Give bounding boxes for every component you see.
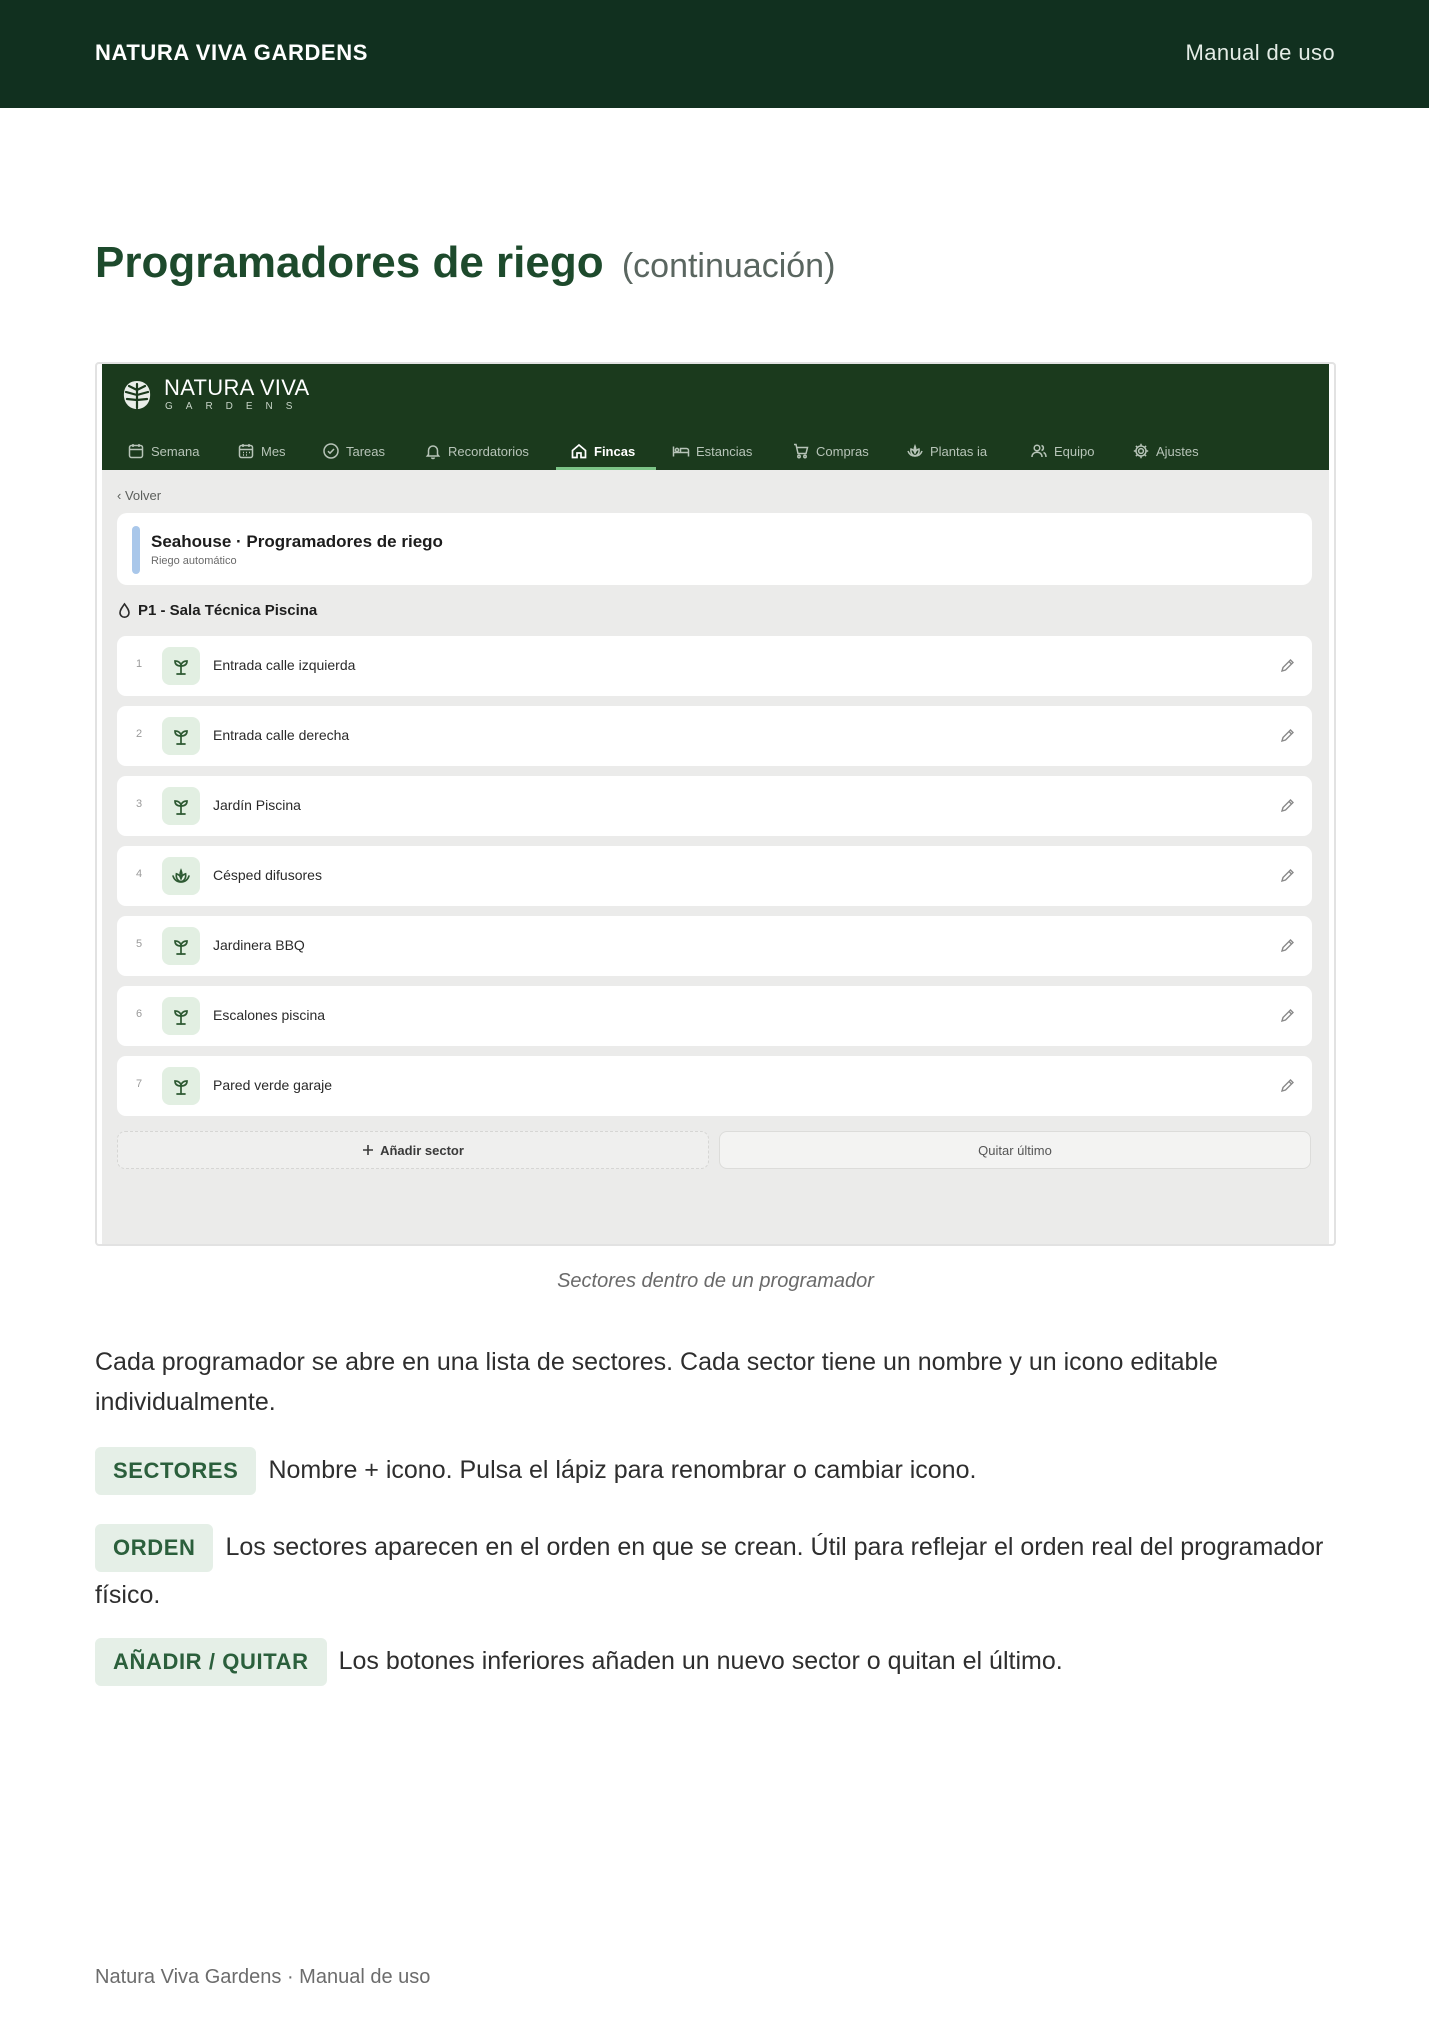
sector-row[interactable] <box>117 916 1312 976</box>
sector-name: Entrada calle derecha <box>213 727 350 743</box>
active-tab-indicator <box>556 467 656 470</box>
figure-caption: Sectores dentro de un programador <box>557 1270 874 1292</box>
sprout-icon <box>170 1075 192 1097</box>
nav-tab-label: Semana <box>151 443 200 459</box>
nav-tab-fincas[interactable] <box>570 432 635 470</box>
definition-text: Los botones inferiores añaden un nuevo sector o quitan el último. <box>338 1647 1063 1675</box>
document-header <box>0 0 1429 108</box>
sector-row[interactable] <box>117 706 1312 766</box>
page-title-suffix: (continuación) <box>621 247 836 285</box>
sector-name: Césped difusores <box>213 867 322 883</box>
sector-icon-tile[interactable] <box>162 857 200 895</box>
definition-anadir-quitar <box>95 1638 1345 1686</box>
sector-row[interactable] <box>117 636 1312 696</box>
sprout-icon <box>170 1005 192 1027</box>
app-screenshot <box>102 364 1329 1244</box>
document-label: Manual de uso <box>1185 40 1335 65</box>
sector-icon-tile[interactable] <box>162 717 200 755</box>
check-circle-icon <box>322 442 340 460</box>
sector-number: 3 <box>135 798 143 810</box>
sector-number: 2 <box>135 728 143 740</box>
sector-icon-tile[interactable] <box>162 927 200 965</box>
sector-number: 4 <box>135 868 143 880</box>
definition-tag: ORDEN <box>95 1524 213 1572</box>
definition-tag: SECTORES <box>95 1447 256 1495</box>
sector-icon-tile[interactable] <box>162 997 200 1035</box>
lotus-icon <box>170 865 192 887</box>
sprout-icon <box>170 935 192 957</box>
nav-tab-label: Fincas <box>594 443 636 459</box>
remove-last-button[interactable] <box>719 1131 1311 1169</box>
add-sector-button[interactable] <box>117 1131 709 1169</box>
page-title-main: Programadores de riego <box>95 238 604 287</box>
sector-icon-tile[interactable] <box>162 1067 200 1105</box>
sector-number: 6 <box>135 1008 143 1020</box>
sector-row[interactable] <box>117 986 1312 1046</box>
pencil-icon[interactable] <box>1279 1007 1296 1024</box>
sector-row[interactable] <box>117 846 1312 906</box>
sector-row[interactable] <box>117 776 1312 836</box>
gear-icon <box>1132 442 1150 460</box>
nav-tab-label: Estancias <box>696 443 753 459</box>
sector-name: Jardín Piscina <box>213 797 301 813</box>
sector-name: Jardinera BBQ <box>213 937 305 953</box>
nav-tab-estancias[interactable] <box>672 432 752 470</box>
home-icon <box>570 442 588 460</box>
remove-last-label: Quitar último <box>978 1142 1052 1158</box>
nav-tab-plantas-ia[interactable] <box>906 432 987 470</box>
definition-tag: AÑADIR / QUITAR <box>95 1638 327 1686</box>
definition-text: Los sectores aparecen en el orden en que se crean. Útil para reflejar el orden real del programador físico. <box>95 1533 1324 1609</box>
card-accent-bar <box>132 526 140 574</box>
group-title-label: P1 - Sala Técnica Piscina <box>138 602 318 619</box>
nav-tab-semana[interactable] <box>127 432 199 470</box>
nav-tab-mes[interactable] <box>237 432 286 470</box>
pencil-icon[interactable] <box>1279 867 1296 884</box>
sector-number: 7 <box>135 1078 143 1090</box>
leaf-logo-icon <box>120 378 154 412</box>
sector-number: 1 <box>135 658 143 670</box>
users-icon <box>1030 442 1048 460</box>
sprout-icon <box>170 655 192 677</box>
calendar-grid-icon <box>237 442 255 460</box>
screenshot-frame <box>95 362 1336 1246</box>
sector-row[interactable] <box>117 1056 1312 1116</box>
nav-tab-recordatorios[interactable] <box>424 432 529 470</box>
programmer-subtitle: Riego automático <box>151 555 237 567</box>
nav-tab-label: Ajustes <box>1156 443 1199 459</box>
definition-text: Nombre + icono. Pulsa el lápiz para renombrar o cambiar icono. <box>268 1456 977 1484</box>
nav-tab-equipo[interactable] <box>1030 432 1094 470</box>
sector-icon-tile[interactable] <box>162 787 200 825</box>
cart-icon <box>792 442 810 460</box>
programmer-header-card <box>117 513 1312 585</box>
nav-tab-label: Plantas ia <box>930 443 988 459</box>
pencil-icon[interactable] <box>1279 937 1296 954</box>
brand-name: NATURA VIVA GARDENS <box>95 40 368 65</box>
pencil-icon[interactable] <box>1279 1077 1296 1094</box>
nav-tab-label: Compras <box>816 443 869 459</box>
lotus-icon <box>906 442 924 460</box>
water-drop-icon <box>117 602 132 619</box>
calendar-icon <box>127 442 145 460</box>
nav-tab-label: Mes <box>261 443 286 459</box>
nav-tab-label: Tareas <box>346 443 386 459</box>
bell-icon <box>424 442 442 460</box>
nav-tab-tareas[interactable] <box>322 432 385 470</box>
bed-icon <box>672 442 690 460</box>
plus-icon <box>362 1144 374 1156</box>
nav-tab-compras[interactable] <box>792 432 869 470</box>
sector-icon-tile[interactable] <box>162 647 200 685</box>
nav-tab-label: Recordatorios <box>448 443 529 459</box>
back-link[interactable]: ‹ Volver <box>117 488 162 503</box>
sprout-icon <box>170 795 192 817</box>
nav-tab-label: Equipo <box>1054 443 1095 459</box>
app-logo-name: NATURA VIVA <box>164 375 310 400</box>
sector-name: Entrada calle izquierda <box>213 657 356 673</box>
sector-name: Pared verde garaje <box>213 1077 333 1093</box>
app-top-bar <box>102 364 1329 470</box>
definition-orden <box>95 1524 1345 1618</box>
page-title <box>95 238 835 288</box>
app-nav <box>102 432 1329 470</box>
pencil-icon[interactable] <box>1279 797 1296 814</box>
page-footer: Natura Viva Gardens · Manual de uso <box>95 1966 431 1988</box>
pencil-icon[interactable] <box>1279 657 1296 674</box>
programmer-title: Seahouse · Programadores de riego <box>151 532 443 551</box>
pencil-icon[interactable] <box>1279 727 1296 744</box>
add-sector-label: Añadir sector <box>380 1142 464 1158</box>
app-logo-subtitle: GARDENS <box>165 401 306 412</box>
sprout-icon <box>170 725 192 747</box>
sector-name: Escalones piscina <box>213 1007 326 1023</box>
definition-sectores <box>95 1447 1345 1495</box>
body-paragraph: Cada programador se abre en una lista de sectores. Cada sector tiene un nombre y un icono editable individualmente. <box>95 1348 1218 1416</box>
programmer-group-title <box>117 602 317 619</box>
nav-tab-ajustes[interactable] <box>1132 432 1199 470</box>
sector-number: 5 <box>135 938 143 950</box>
